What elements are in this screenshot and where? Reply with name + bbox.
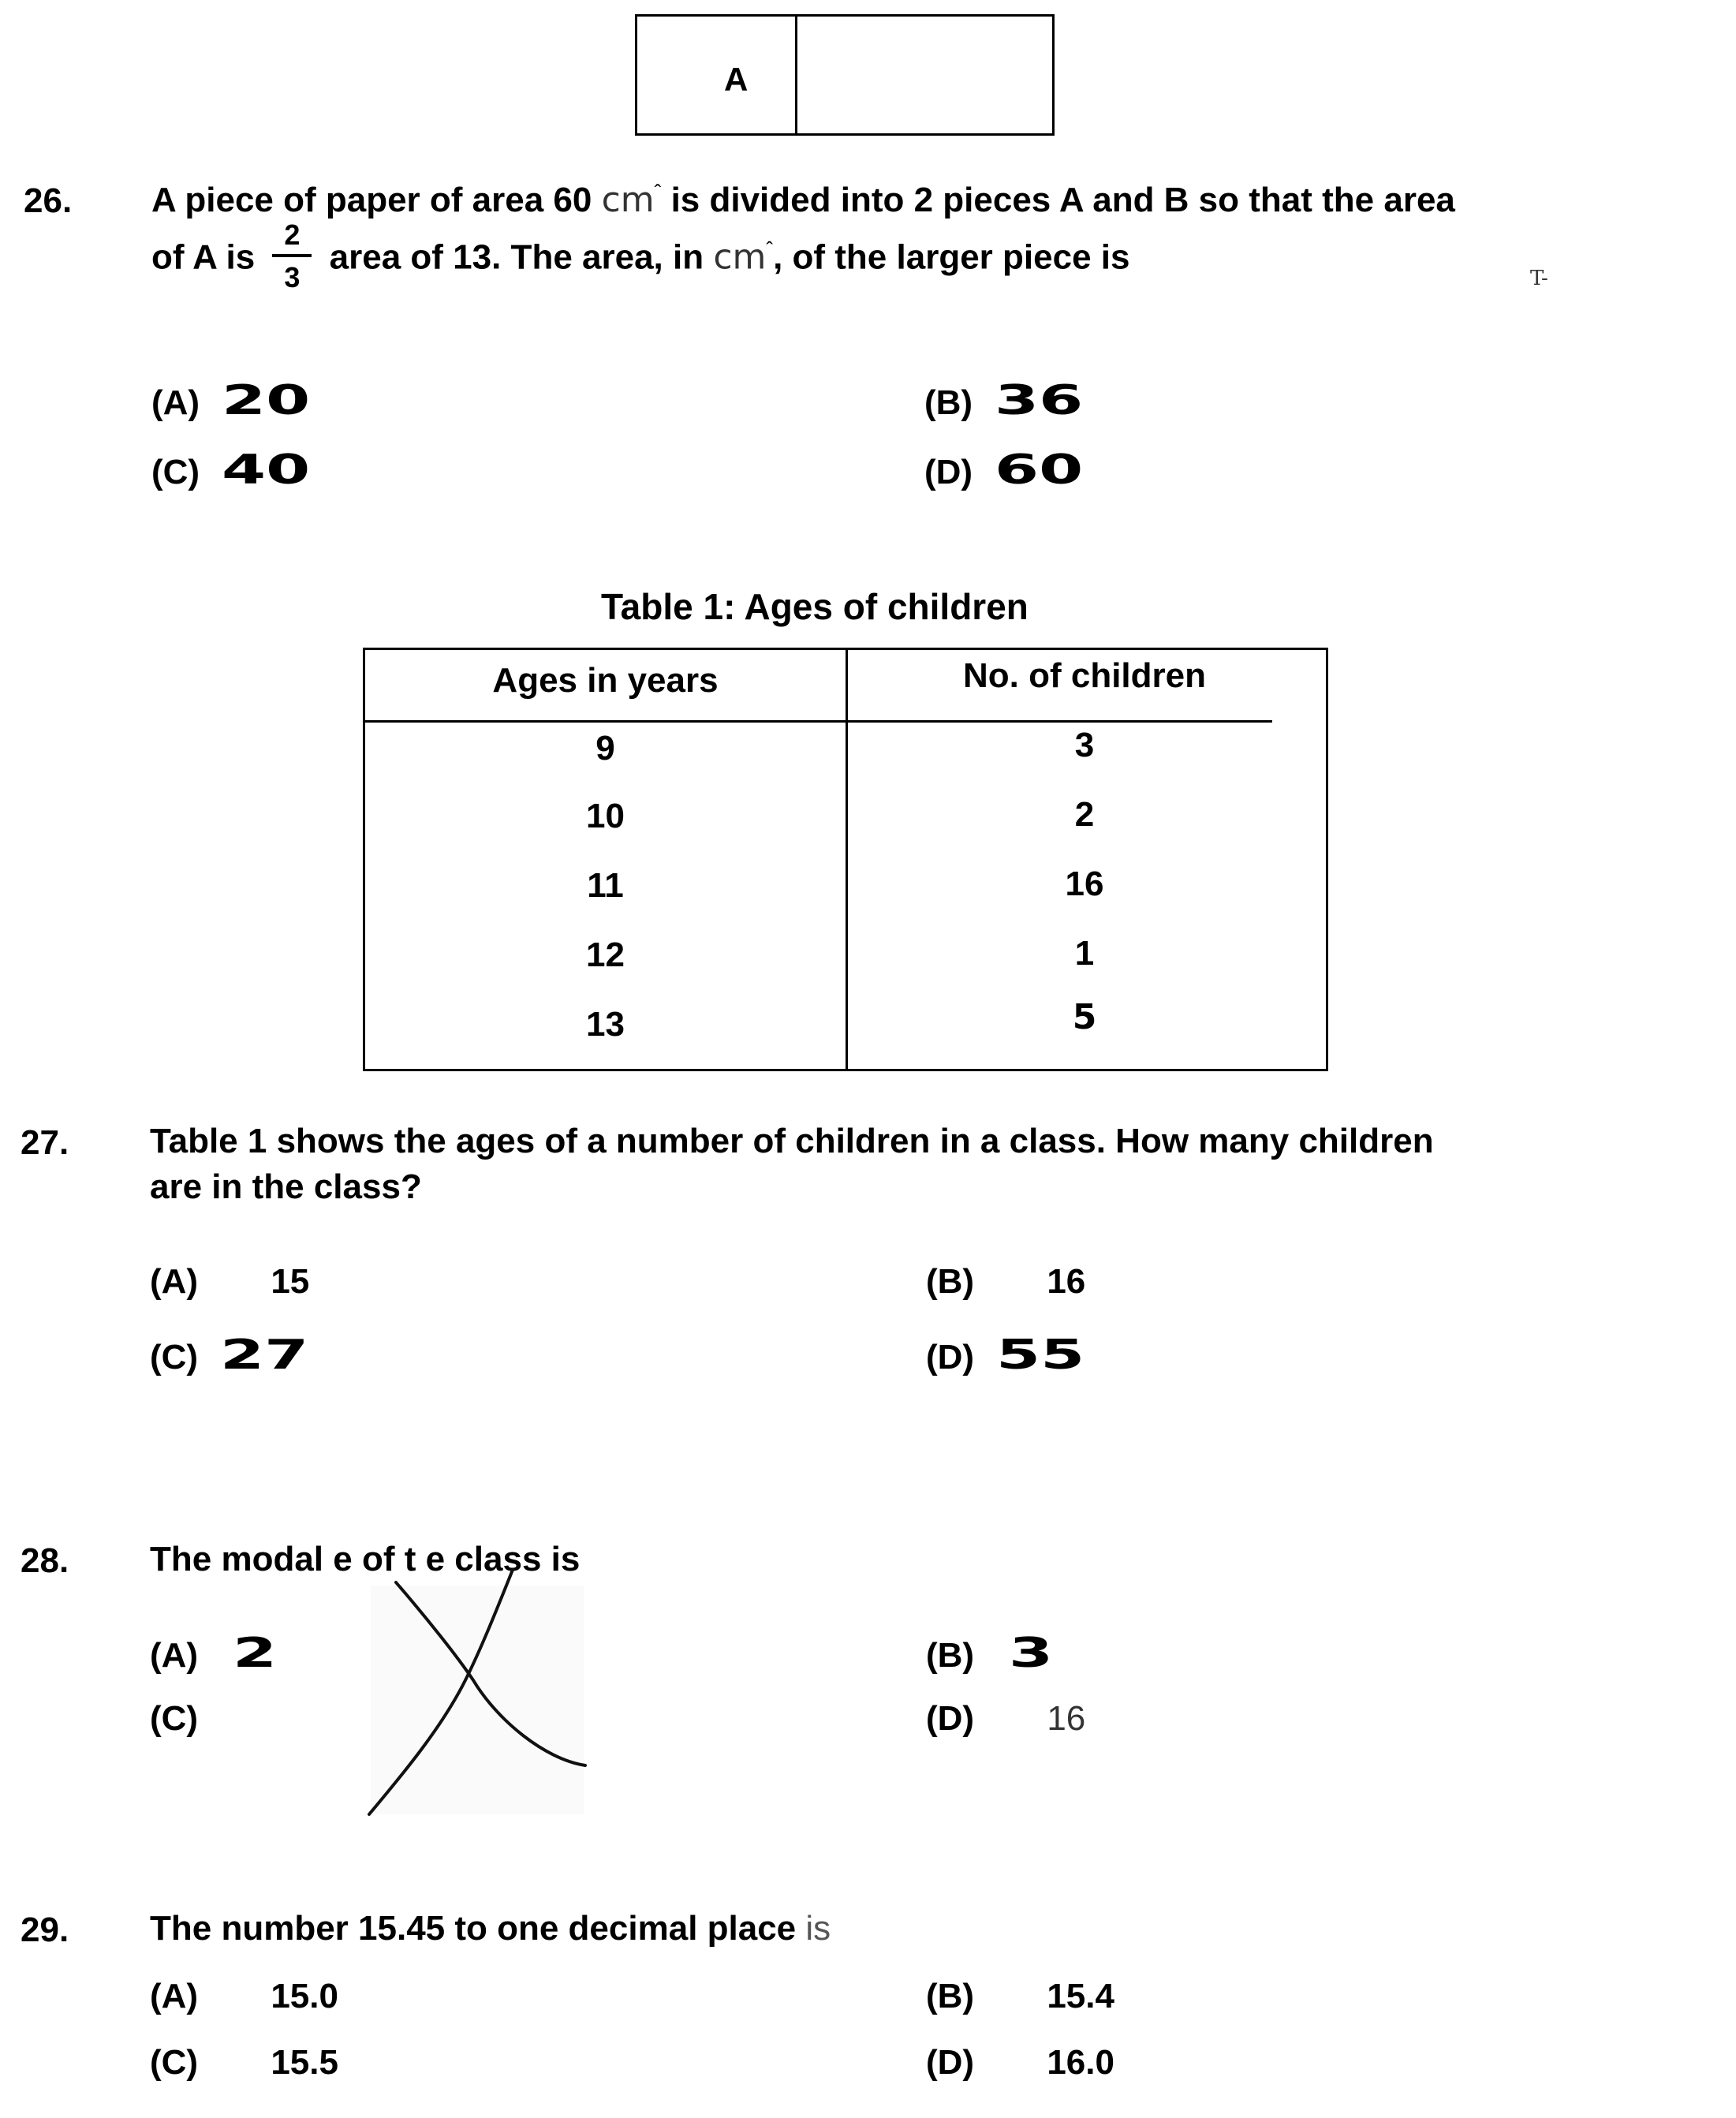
q27-option-a-value: 15 xyxy=(271,1262,310,1301)
table-header-divider xyxy=(365,720,1272,723)
table-cell-age: 11 xyxy=(587,866,624,905)
q29-text-main: The number 15.45 to one decimal place xyxy=(150,1909,797,1948)
rectangle-diagram xyxy=(635,14,1055,136)
table-header-children: No. of children xyxy=(963,656,1206,695)
q26-option-d[interactable] xyxy=(924,446,1084,494)
q29-text-end: is xyxy=(805,1909,831,1948)
handwritten-cross-mark xyxy=(355,1562,607,1830)
q27-option-b-label: (B) xyxy=(926,1262,975,1301)
q26-unit-1: cm xyxy=(601,180,655,220)
q27-number: 27. xyxy=(21,1123,69,1162)
q29-option-a[interactable] xyxy=(150,1977,338,2016)
q29-option-b-label: (B) xyxy=(926,1977,975,2015)
q28-text-a: The modal xyxy=(150,1540,324,1578)
diagram-divider xyxy=(795,17,797,133)
table-cell-count: 1 xyxy=(1074,934,1095,973)
table-cell-count: 5 xyxy=(1072,997,1097,1037)
q26-line2: of A is $\frac{2}{3}$ area of 13. The area, in $cm^ˆ$, of the larger piece is xyxy=(151,219,1130,293)
q26-option-c-value: 40 xyxy=(222,446,311,494)
q28-option-a[interactable] xyxy=(150,1630,278,1677)
q29-option-d[interactable] xyxy=(926,2043,1114,2083)
q27-line1: Table 1 shows the ages of a number of children in a class. How many children xyxy=(150,1122,1434,1160)
q29-option-c-label: (C) xyxy=(150,2043,199,2082)
q28-number: 28. xyxy=(21,1541,69,1580)
table-cell-count: 3 xyxy=(1074,726,1095,764)
q29-option-a-label: (A) xyxy=(150,1977,199,2015)
q28-option-b[interactable] xyxy=(926,1630,1054,1677)
q26-option-a-label: (A) xyxy=(151,383,200,422)
fraction-denominator: 3 xyxy=(284,261,301,293)
q29-option-d-value: 16.0 xyxy=(1047,2043,1114,2082)
q29-option-c-value: 15.5 xyxy=(271,2043,338,2082)
table-cell-age: 13 xyxy=(586,1005,625,1044)
q26-line1-b: is divided into 2 pieces A and B so that the area xyxy=(670,181,1455,219)
diagram-label-a: A xyxy=(724,61,749,98)
q27-option-b[interactable] xyxy=(926,1262,1085,1302)
q28-option-b-value: 3 xyxy=(1009,1630,1054,1677)
q27-option-d-value: 55 xyxy=(996,1332,1085,1379)
q28-option-b-label: (B) xyxy=(926,1636,975,1675)
q26-option-b-label: (B) xyxy=(924,383,973,422)
stray-mark: T- xyxy=(1530,267,1548,290)
q28-option-d-value: 16 xyxy=(1047,1699,1086,1738)
q26-line2-b: area of 13. The area, in xyxy=(329,237,704,277)
fraction-numerator: 2 xyxy=(272,221,312,257)
q26-option-a-value: 20 xyxy=(222,377,311,424)
q27-line2: are in the class? xyxy=(150,1167,422,1206)
q26-line2-a: of A is xyxy=(151,237,256,277)
q27-option-a[interactable] xyxy=(150,1262,309,1302)
q28-option-c-label: (C) xyxy=(150,1699,199,1738)
q26-line1: A piece of paper of area 60 $cm^ˆ$ is divided into 2 pieces A and B so that the area xyxy=(151,180,1455,220)
q27-option-b-value: 16 xyxy=(1047,1262,1086,1301)
q29-option-a-value: 15.0 xyxy=(271,1977,338,2015)
q29-option-d-label: (D) xyxy=(926,2043,975,2082)
q26-line1-a: A piece of paper of area 60 xyxy=(151,181,592,219)
q26-option-d-label: (D) xyxy=(924,453,973,491)
q27-option-c-label: (C) xyxy=(150,1338,199,1377)
q26-option-d-value: 60 xyxy=(995,446,1084,494)
q28-option-c[interactable] xyxy=(150,1699,198,1739)
q26-unit-2: cm xyxy=(713,237,767,278)
table-header-ages: Ages in years xyxy=(492,661,719,700)
q27-option-d[interactable] xyxy=(926,1332,1085,1379)
q26-line2-c: , of the larger piece is xyxy=(773,237,1130,277)
q27-option-c[interactable] xyxy=(150,1332,309,1379)
q28-text-b: e of t xyxy=(333,1540,416,1578)
q29-number: 29. xyxy=(21,1911,69,1949)
q26-option-a[interactable] xyxy=(151,377,311,424)
table-cell-count: 16 xyxy=(1065,865,1104,903)
table-cell-age: 9 xyxy=(595,729,615,768)
table-cell-count: 2 xyxy=(1074,795,1095,834)
q27-option-c-value: 27 xyxy=(220,1332,309,1379)
q27-option-d-label: (D) xyxy=(926,1338,975,1377)
q26-option-b-value: 36 xyxy=(995,377,1084,424)
fraction-two-thirds xyxy=(272,221,312,292)
q29-option-b-value: 15.4 xyxy=(1047,1977,1114,2015)
q28-option-d-label: (D) xyxy=(926,1699,975,1738)
q26-number: 26. xyxy=(24,181,73,220)
q26-option-b[interactable] xyxy=(924,377,1084,424)
q27-option-a-label: (A) xyxy=(150,1262,199,1301)
q28-option-a-label: (A) xyxy=(150,1636,199,1675)
q29-option-b[interactable] xyxy=(926,1977,1114,2016)
q28-text-c: e class is xyxy=(425,1540,581,1578)
q28-option-d[interactable] xyxy=(926,1699,1085,1739)
q29-option-c[interactable] xyxy=(150,2043,338,2083)
ages-table xyxy=(363,648,1328,1071)
q26-option-c[interactable] xyxy=(151,446,311,494)
table-cell-age: 10 xyxy=(586,797,625,835)
q29-text xyxy=(150,1909,831,1948)
q28-option-a-value: 2 xyxy=(233,1630,278,1677)
table-title: Table 1: Ages of children xyxy=(601,586,1029,627)
q26-option-c-label: (C) xyxy=(151,453,200,491)
table-cell-age: 12 xyxy=(586,936,625,974)
